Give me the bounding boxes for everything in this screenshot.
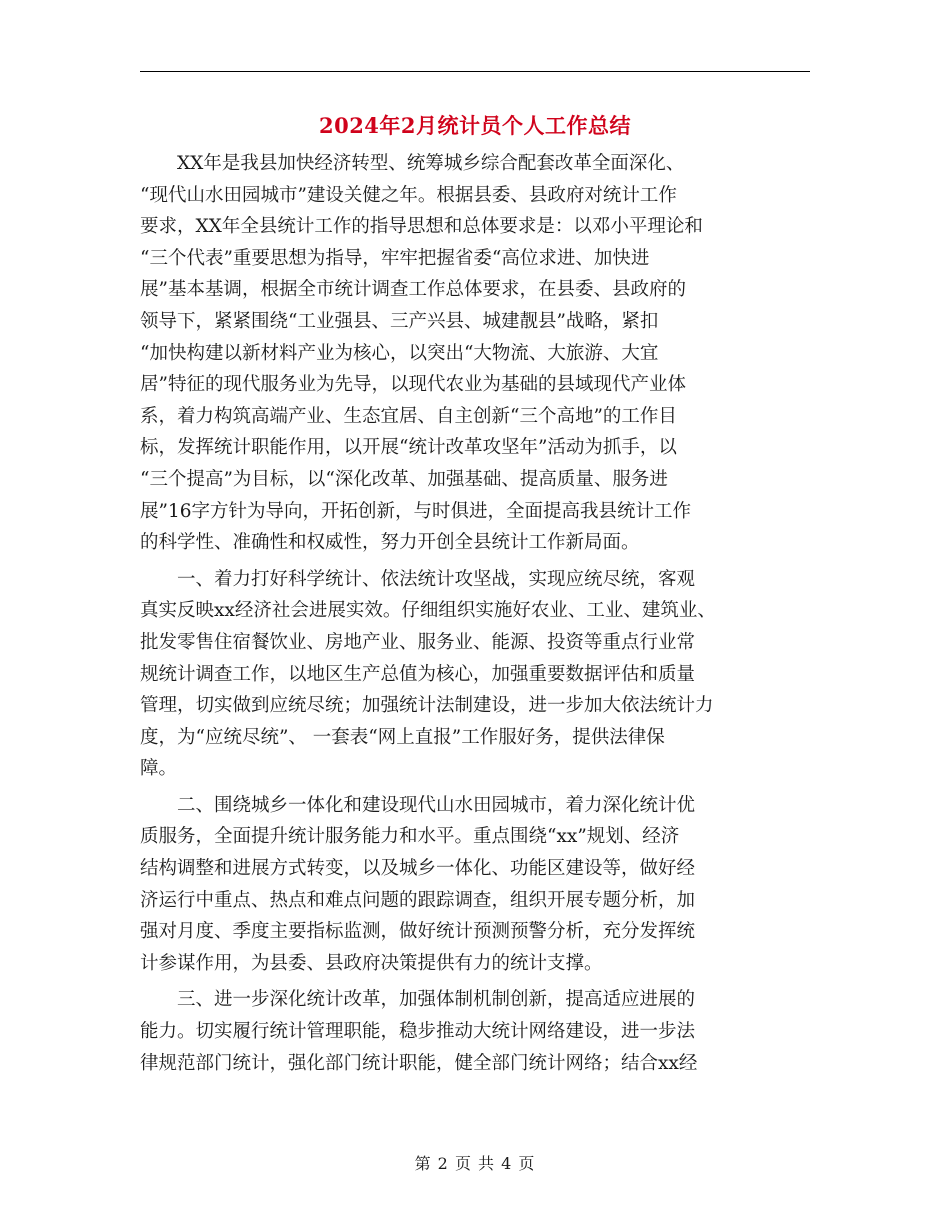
paragraph-3-line-2: 质服务，全面提升统计服务能力和水平。重点围绕“xx”规划、经济 <box>140 826 680 848</box>
paragraph-4-line-1: 三、进一步深化统计改革，加强体制机制创新，提高适应进展的 <box>177 989 696 1011</box>
paragraph-2-line-4: 规统计调查工作，以地区生产总值为核心，加强重要数据评估和质量 <box>140 663 696 685</box>
paragraph-2-line-6: 度，为“应统尽统”、 一套表“网上直报”工作服好务，提供法律保 <box>140 726 665 748</box>
paragraph-1-line-1: XX年是我县加快经济转型、统筹城乡综合配套改革全面深化、 <box>177 153 685 174</box>
paragraph-1-line-11: “三个提高”为目标，以“深化改革、加强基础、提高质量、服务进 <box>140 468 668 490</box>
paragraph-3-line-4: 济运行中重点、热点和难点问题的跟踪调查，组织开展专题分析，加 <box>140 889 696 911</box>
paragraph-2-line-7: 障。 <box>140 758 178 780</box>
header-rule <box>140 71 810 72</box>
paragraph-1-line-9: 系，着力构筑高端产业、生态宜居、自主创新“三个高地”的工作目 <box>140 405 677 427</box>
paragraph-1-line-4: “三个代表”重要思想为指导，牢牢把握省委“高位求进、加快进 <box>140 247 650 269</box>
paragraph-1-line-6: 领导下，紧紧围绕“工业强县、三产兴县、城建靓县”战略，紧扣 <box>140 310 659 332</box>
document-title: 2024年2月统计员个人工作总结 <box>318 113 632 138</box>
paragraph-3-line-3: 结构调整和进展方式转变，以及城乡一体化、功能区建设等，做好经 <box>140 858 696 880</box>
document-body <box>140 148 812 1079</box>
paragraph-1-line-12: 展”16字方针为导向，开拓创新，与时俱进，全面提高我县统计工作 <box>140 500 692 522</box>
paragraph-2-line-1: 一、着力打好科学统计、依法统计攻坚战，实现应统尽统，客观 <box>177 568 696 590</box>
paragraph-1-line-10: 标，发挥统计职能作用，以开展“统计改革攻坚年”活动为抓手，以 <box>140 437 677 459</box>
paragraph-4-line-3: 律规范部门统计，强化部门统计职能，健全部门统计网络；结合xx经 <box>140 1052 698 1074</box>
paragraph-1-line-5: 展”基本基调，根据全市统计调查工作总体要求，在县委、县政府的 <box>140 279 686 301</box>
paragraph-2-line-2: 真实反映xx经济社会进展实效。仔细组织实施好农业、工业、建筑业、 <box>140 600 716 622</box>
paragraph-2-line-5: 管理，切实做到应统尽统；加强统计法制建设，进一步加大依法统计力 <box>140 695 714 717</box>
paragraph-3-line-6: 计参谋作用，为县委、县政府决策提供有力的统计支撑。 <box>140 952 603 974</box>
paragraph-1-line-13: 的科学性、准确性和权威性，努力开创全县统计工作新局面。 <box>140 532 640 554</box>
paragraph-1-line-2: “现代山水田园城市”建设关健之年。根据县委、县政府对统计工作 <box>140 184 677 206</box>
paragraph-3-line-5: 强对月度、季度主要指标监测，做好统计预测预警分析，充分发挥统 <box>140 921 696 943</box>
paragraph-4-line-2: 能力。切实履行统计管理职能，稳步推动大统计网络建设，进一步法 <box>140 1021 696 1043</box>
page-number-footer: 第 2 页 共 4 页 <box>414 1154 536 1173</box>
paragraph-3-line-1: 二、围绕城乡一体化和建设现代山水田园城市，着力深化统计优 <box>177 794 696 816</box>
paragraph-1-line-8: 居”特征的现代服务业为先导，以现代农业为基础的县域现代产业体 <box>140 374 686 396</box>
paragraph-1-line-3: 要求，XX年全县统计工作的指导思想和总体要求是：以邓小平理论和 <box>140 216 703 238</box>
paragraph-1-line-7: “加快构建以新材料产业为核心，以突出“大物流、大旅游、大宜 <box>140 342 659 364</box>
paragraph-2-line-3: 批发零售住宿餐饮业、房地产业、服务业、能源、投资等重点行业常 <box>140 631 696 653</box>
